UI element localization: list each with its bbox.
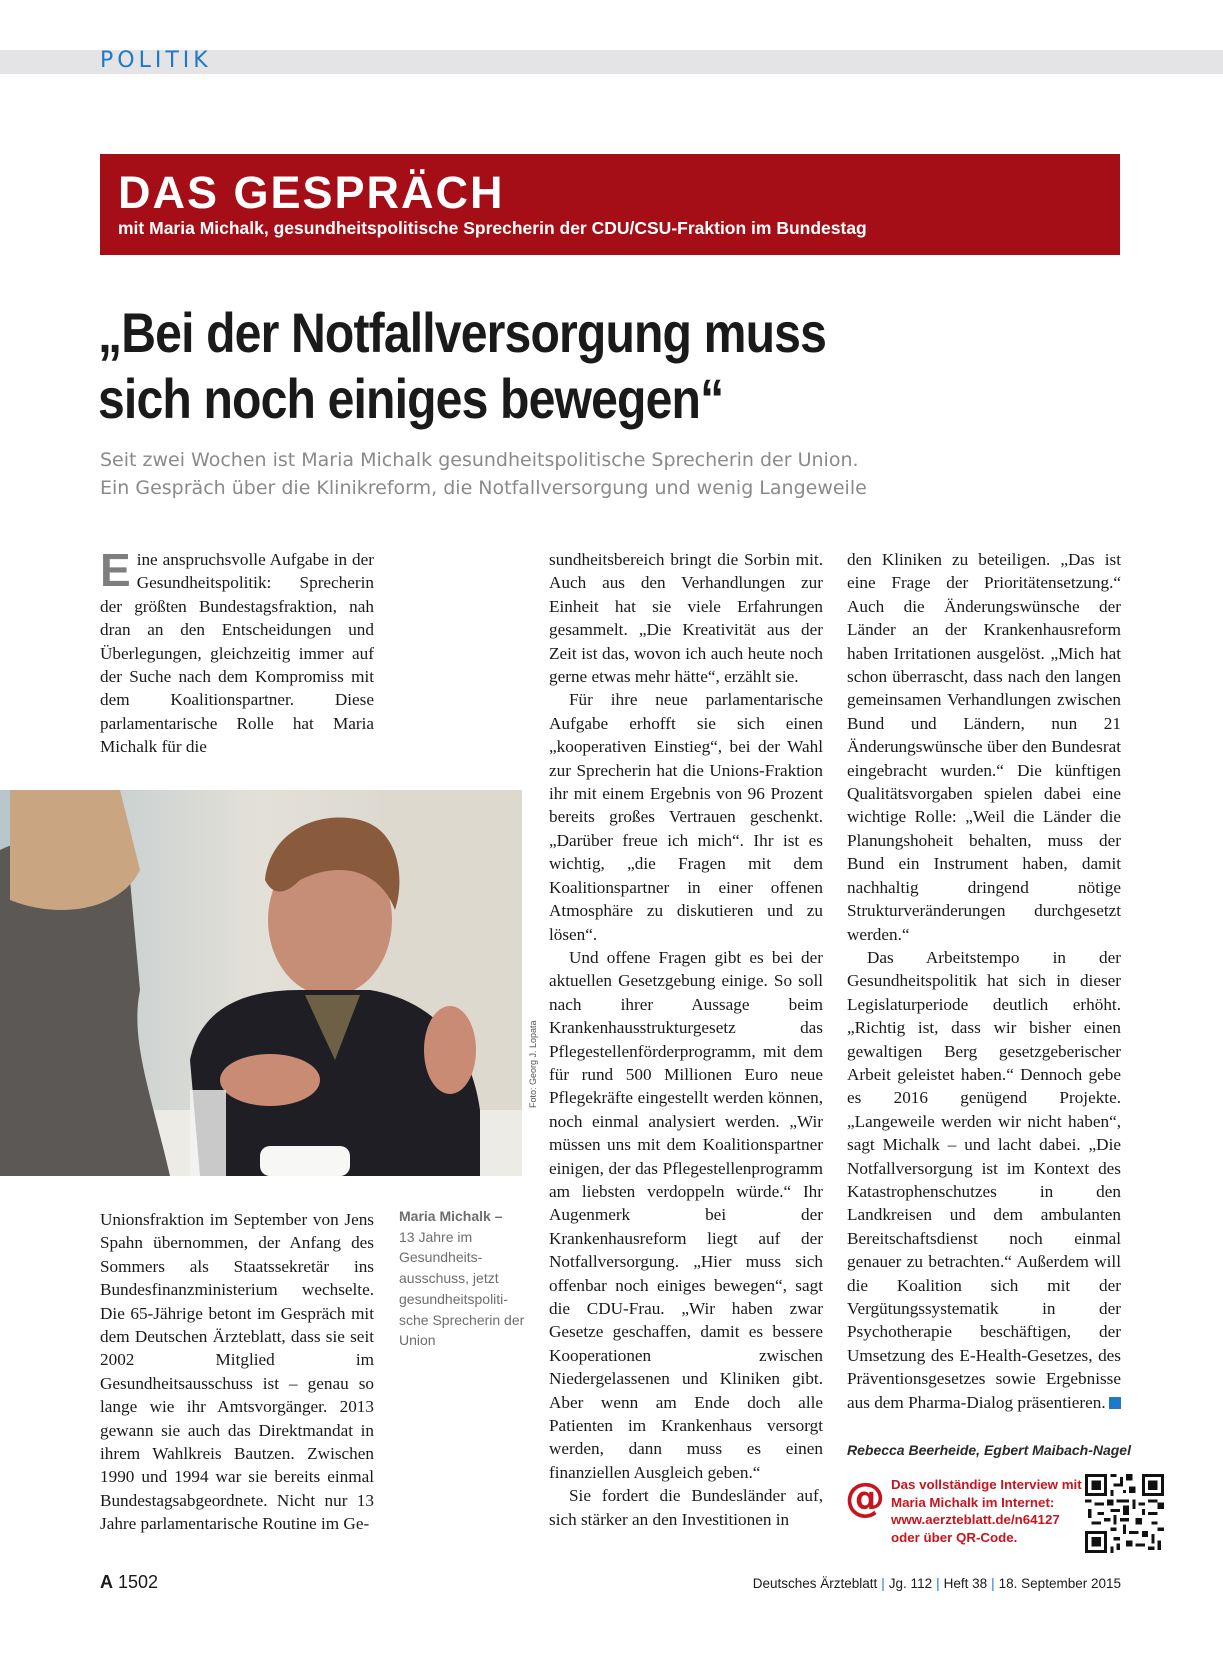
paragraph-text: sundheitsbereich bringt die Sorbin mit. Auch aus den Verhandlungen zur Einheit hat sie viele Erfahrungen gesammelt. „Die Kreativität aus der Zeit ist das, wovon ich auch heute noch gerne etwas mehr hätte“, erzählt sie. <box>549 550 823 687</box>
paragraph-text: den Kliniken zu beteiligen. „Das ist eine Frage der Prioritätensetzung.“ Auch die Änderungswünsche der Länder an der Krankenhausreform haben Irritationen ausgelöst. „Mich hat schon überrascht, dass nach den langen gemeinsamen Verhandlungen zwischen Bund und Ländern, nun 21 Änderungswünsche über den Bundesrat eingebracht wurden.“ Die künftigen Qualitätsvorgaben spielen dabei eine wichtige Rolle: „Weil die Länder die Planungshoheit behalten, muss der Bund ein Instrument haben, damit nachhaltig dringend nötige Strukturveränderungen durchgesetzt werden.“ <box>847 550 1121 944</box>
end-of-article-icon <box>1109 1397 1121 1409</box>
page-number-value: 1502 <box>118 1572 159 1592</box>
headline-line-2: sich noch einiges bewegen“ <box>98 367 724 430</box>
article-authors: Rebecca Beerheide, Egbert Maibach-Nagel <box>847 1442 1131 1458</box>
journal-date: 18. September 2015 <box>998 1576 1121 1591</box>
section-label: POLITIK <box>100 48 212 73</box>
article-column-3 <box>847 548 1121 1414</box>
paragraph-text: Unionsfraktion im September von Jens Spahn übernommen, der Anfang des Sommers als Staatssekretär ins Bundesfinanzministerium wechselte. Die 65-Jährige betont im Gespräch mit dem Deutschen Ärzteblatt, dass sie seit 2002 Mitglied im Gesundheitsausschuss ist – genau so lange wie ihr Amtsvorgänger. 2013 gewann sie auch das Direktmandat in ihrem Wahlkreis Bautzen. Zwischen 1990 und 1994 war sie bereits einmal Bundestagsabgeordnete. Nicht nur 13 Jahre parlamentarische Routine im Ge- <box>100 1210 374 1534</box>
article-headline <box>98 300 826 432</box>
article-column-1-top <box>100 544 374 759</box>
journal-name: Deutsches Ärzteblatt <box>752 1576 878 1591</box>
separator: | <box>936 1576 940 1591</box>
journal-footer <box>753 1576 1121 1591</box>
portrait-photo <box>0 790 522 1176</box>
caption-line: ausschuss, jetzt <box>399 1270 499 1287</box>
paragraph-text: Das Arbeitstempo in der Gesundheitspolitik hat sich in dieser Legislaturperiode deutlich erhöht. „Richtig ist, dass wir bisher einen gewaltigen Berg gesetzgeberischer Arbeit geleistet haben.“ Dennoch gebe es 2016 genügend Projekte. „Langeweile werden wir nicht haben“, sagt Michalk – und lacht dabei. „Die Notfallversorgung ist im Kontext des Katastrophenschutzes in den Landkreisen und dem ambulanten Bereitschaftsdienst noch einmal genauer zu betrachten.“ Außerdem will die Koalition sich mit der Vergütungssystematik in der Psychotherapie beschäftigen, der Umsetzung des E-Health-Gesetzes, des Präventionsgesetzes sowie Ergebnisse aus dem Pharma-Dialog präsentieren. <box>847 947 1121 1412</box>
photo-image <box>0 790 522 1176</box>
journal-issue: Heft 38 <box>943 1576 988 1591</box>
banner-subtitle: mit Maria Michalk, gesundheitspolitische Sprecherin der CDU/CSU-Fraktion im Bundestag <box>118 218 867 238</box>
caption-line: Union <box>399 1332 436 1349</box>
article-column-2 <box>549 548 823 1531</box>
article-subhead <box>100 446 867 502</box>
caption-line: gesundheitspoliti- <box>399 1290 508 1307</box>
page-number <box>100 1572 158 1593</box>
caption-line: sche Sprecherin der <box>399 1311 525 1328</box>
article-column-1-bottom <box>100 1208 374 1536</box>
journal-volume: Jg. 112 <box>888 1576 933 1591</box>
paragraph-text: Sie fordert die Bundesländer auf, sich stärker an den Investitionen in <box>549 1486 823 1529</box>
drop-cap: E <box>100 544 131 596</box>
separator: | <box>881 1576 885 1591</box>
at-icon: @ <box>845 1475 885 1521</box>
caption-name: Maria Michalk – <box>399 1208 503 1224</box>
separator: | <box>991 1576 995 1591</box>
headline-line-1: „Bei der Notfallversorgung muss <box>98 301 827 364</box>
web-line: Das vollständige Interview mit <box>891 1477 1082 1492</box>
paragraph <box>100 544 374 759</box>
photo-credit: Foto: Georg J. Lopata <box>528 1020 538 1108</box>
interview-banner <box>100 154 1120 255</box>
subhead-line-2: Ein Gespräch über die Klinikreform, die Notfallversorgung und wenig Langeweile <box>100 477 867 499</box>
page-prefix: A <box>100 1572 113 1592</box>
subhead-line-1: Seit zwei Wochen ist Maria Michalk gesundheitspolitische Sprecherin der Union. <box>100 449 859 471</box>
web-link[interactable]: www.aerzteblatt.de/n64127 <box>891 1512 1060 1528</box>
photo-caption <box>399 1206 529 1351</box>
paragraph-with-end-mark <box>847 946 1121 1414</box>
paragraph-text: Für ihre neue parlamentarische Aufgabe erhofft sie sich einen „kooperativen Einstieg“, bei der Wahl zur Sprecherin hat die Unions-Fraktion ihr mit einem Ergebnis von 96 Prozent bereits großes Vertrauen geschenkt. „Darüber freue ich mich“. Ihr ist es wichtig, „die Fragen mit dem Koalitionspartner in einer offenen Atmosphäre zu diskutieren und zu lösen“. <box>549 690 823 944</box>
online-interview-text <box>891 1476 1082 1546</box>
banner-title: DAS GESPRÄCH <box>118 167 505 218</box>
caption-line: Gesundheits- <box>399 1249 483 1266</box>
qr-code-icon[interactable] <box>1085 1474 1164 1553</box>
paragraph-text: ine anspruchsvolle Aufgabe in der Gesundheitspolitik: Sprecherin der größten Bundestagsfraktion, nah dran an den Entscheidungen und Überlegungen, gleichzeitig immer auf der Suche nach dem Kompromiss mit dem Koalitionspartner. Diese parlamentarische Rolle hat Maria Michalk für die <box>100 550 374 757</box>
caption-line: 13 Jahre im <box>399 1228 473 1245</box>
web-line: Maria Michalk im Internet: <box>891 1494 1055 1510</box>
online-interview-box <box>845 1476 1085 1556</box>
web-line: oder über QR-Code. <box>891 1529 1018 1545</box>
paragraph-text: Und offene Fragen gibt es bei der aktuellen Gesetzgebung einige. So soll nach ihrer Aussage beim Krankenhausstrukturgesetz das Pflegestellenförderprogramm, mit dem für rund 500 Millionen Euro neue Pflegekräfte eingestellt werden können, noch einmal analysiert werden. „Wir müssen uns mit dem Koalitionspartner einigen, der das Pflegestellenprogramm am liebsten verdoppeln würde.“ Ihr Augenmerk bei der Krankenhausreform liegt auf der Notfallversorgung. „Hier muss sich offenbar noch einiges bewegen“, sagt die CDU-Frau. „Wir haben zwar Gesetze geschaffen, damit es bessere Kooperationen zwischen Niedergelassenen und Kliniken gibt. Aber wenn am Ende doch alle Patienten im Krankenhaus versorgt werden, dann muss es einen finanziellen Ausgleich geben.“ <box>549 947 823 1482</box>
